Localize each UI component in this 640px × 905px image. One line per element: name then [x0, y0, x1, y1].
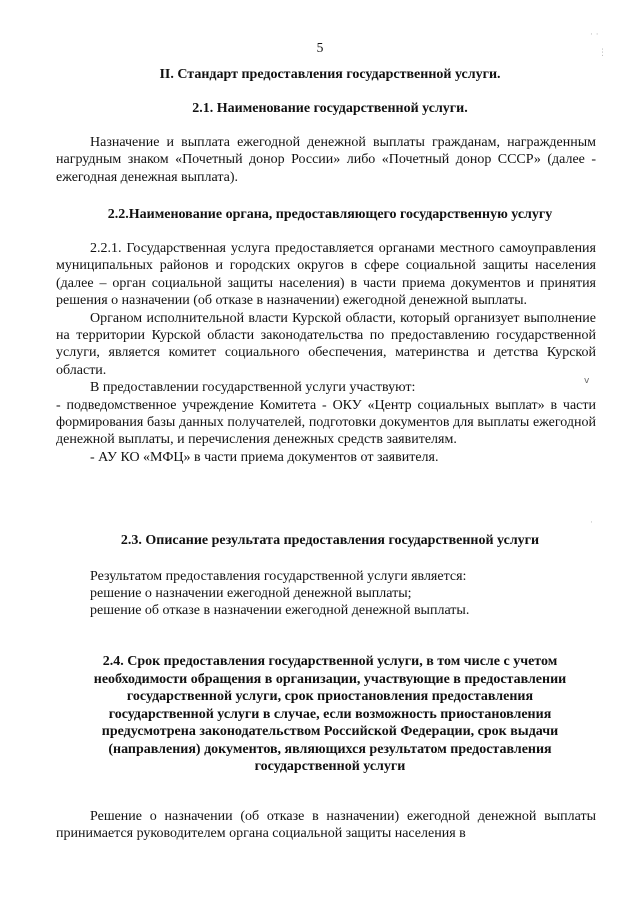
scan-artifact: v	[584, 376, 590, 386]
scan-artifact: ⋮	[598, 48, 607, 58]
heading-2-2: 2.2.Наименование органа, предоставляющего государственную услугу	[107, 207, 553, 222]
page-number: 5	[316, 40, 324, 55]
paragraph-mfc: - АУ КО «МФЦ» в части приема документов от заявителя.	[90, 449, 439, 465]
scan-artifact: ·	[590, 518, 593, 528]
paragraph-2-2-1: 2.2.1. Государственная услуга предоставляется органами местного самоуправления муниципальных районов и городских округов в сфере социальной защиты населения (далее – орган социальной защиты населения) в части приема документов и принятия решения о назначении (об отказе в назначении) ежегодной денежной выплаты.	[56, 241, 596, 309]
paragraph-2-1	[56, 134, 596, 186]
paragraph-text: Назначение и выплата ежегодной денежной выплаты гражданам, награжденным нагрудным знаком «Почетный донор России» либо «Почетный донор СССР» (далее - ежегодная денежная выплата).	[56, 135, 596, 185]
heading-2-4-line: государственной услуги	[254, 759, 406, 774]
section-2-2-body	[56, 240, 596, 466]
scan-artifact: · ·	[590, 30, 599, 40]
heading-2-4-line: государственной услуги в случае, если возможность приостановления	[108, 706, 552, 722]
heading-2-4-line: необходимости обращения в организации, участвующие в предоставлении	[93, 671, 567, 687]
section-title: II. Стандарт предоставления государственной услуги.	[159, 67, 501, 82]
paragraph-participants: В предоставлении государственной услуги участвуют:	[90, 380, 416, 396]
paragraph-2-4	[56, 808, 596, 843]
heading-2-4-line: предусмотрена законодательством Российской Федерации, срок выдачи	[101, 724, 559, 739]
heading-2-4-line: государственной услуги, срок приостановления предоставления	[126, 689, 534, 704]
result-option-refuse: решение об отказе в назначении ежегодной денежной выплаты.	[90, 603, 470, 618]
heading-2-4-line: (направления) документов, являющихся результатом предоставления	[108, 741, 552, 757]
paragraph-oku: - подведомственное учреждение Комитета - ОКУ «Центр социальных выплат» в части формирования базы данных получателей, подготовки документов для выплаты ежегодной денежной выплаты, и перечисления денежных средств заявителям.	[56, 397, 596, 448]
heading-2-1: 2.1. Наименование государственной услуги.	[192, 101, 468, 116]
heading-2-3: 2.3. Описание результата предоставления государственной услуги	[120, 533, 540, 548]
paragraph-authority: Органом исполнительной власти Курской области, который организует выполнение на территории Курской области законодательства по предоставлению государственной услуги, является комитет социального обеспечения, материнства и детства Курской области.	[56, 310, 596, 378]
result-intro: Результатом предоставления государственной услуги является:	[90, 569, 467, 584]
paragraph-text: Решение о назначении (об отказе в назначении) ежегодной денежной выплаты принимается руководителем органа социальной защиты населения в	[56, 809, 596, 842]
result-option-grant: решение о назначении ежегодной денежной выплаты;	[90, 586, 412, 601]
heading-2-4-line: 2.4. Срок предоставления государственной услуги, в том числе с учетом	[102, 654, 558, 669]
heading-2-4	[60, 653, 600, 776]
